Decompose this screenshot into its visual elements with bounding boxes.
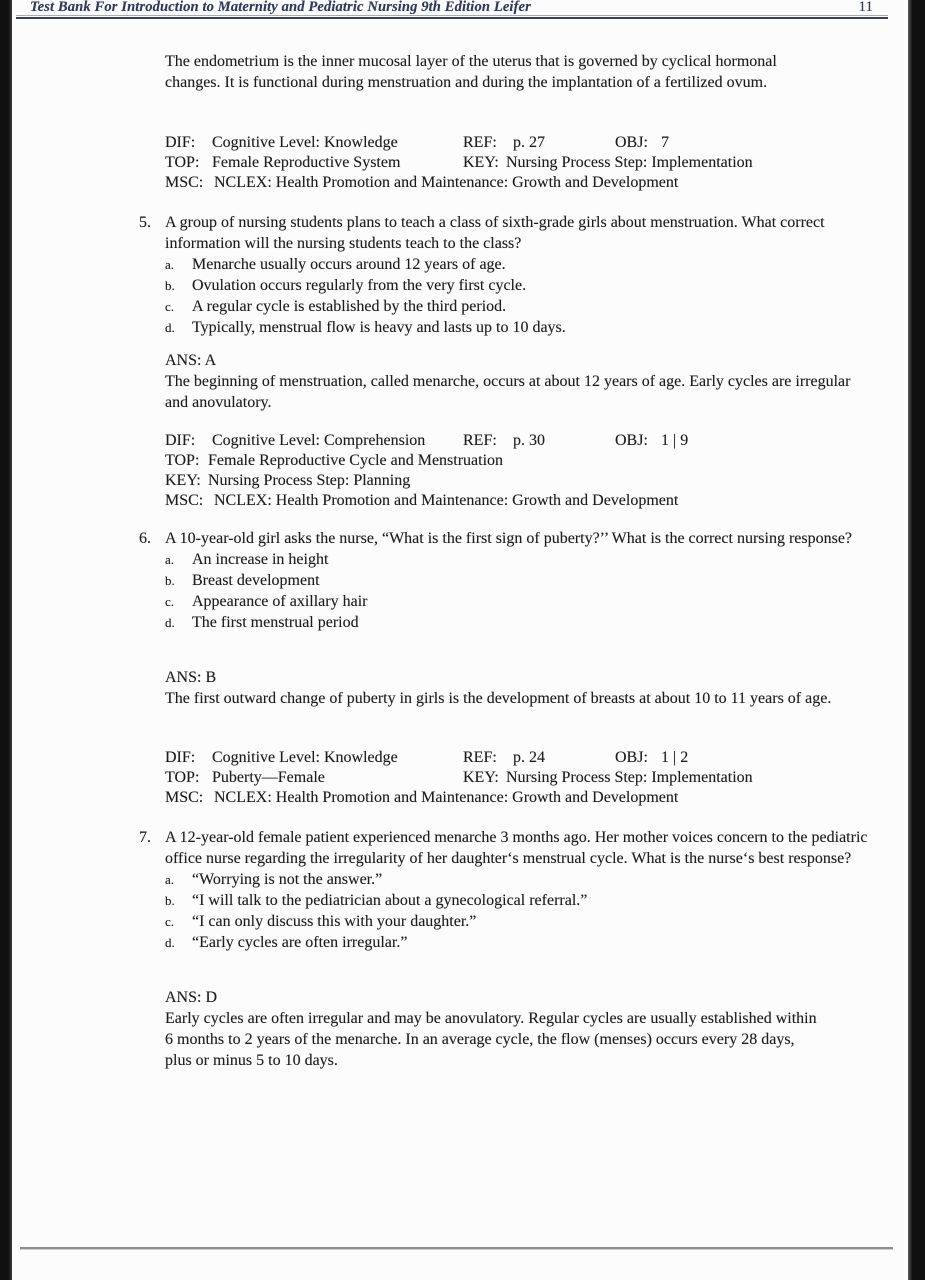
answer-rationale: Early cycles are often irregular and may be anovulatory. Regular cycles are usually established within 6 months to 2 years of the menarche. In an average cycle, the flow (menses) occurs every 28 days, plus or minus 5 to 10 days. [165, 1010, 817, 1069]
options-list [165, 869, 884, 953]
option-d [165, 612, 879, 633]
meta-row [165, 173, 905, 193]
meta-row [165, 768, 905, 788]
question-number: 7. [139, 829, 151, 846]
meta-block-q6 [165, 748, 905, 808]
question-number: 5. [139, 214, 151, 231]
answer-rationale: The beginning of menstruation, called menarche, occurs at about 12 years of age. Early cycles are irregular and anovulatory. [165, 373, 851, 411]
option-letter: d. [165, 320, 175, 335]
option-d [165, 317, 879, 338]
option-c [165, 591, 879, 612]
option-a [165, 549, 879, 570]
option-letter: b. [165, 893, 175, 908]
meta-row [165, 153, 905, 173]
key-value: Nursing Process Step: Implementation [506, 154, 753, 171]
ref-value: p. 30 [513, 432, 545, 449]
ref-label: REF: [463, 749, 497, 766]
option-a [165, 254, 879, 275]
scan-edge-left [0, 0, 12, 1280]
meta-block-q4 [165, 133, 905, 193]
option-b [165, 275, 879, 296]
dif-label: DIF: [165, 749, 196, 766]
msc-label: MSC: [165, 492, 204, 509]
option-letter: a. [165, 872, 175, 887]
option-letter: d. [165, 615, 175, 630]
meta-row [165, 471, 905, 491]
options-list [165, 254, 879, 338]
dif-label: DIF: [165, 432, 196, 449]
key-label: KEY: [463, 769, 499, 786]
key-value: Nursing Process Step: Planning [208, 472, 411, 489]
page-number: 11 [858, 0, 873, 15]
options-list [165, 549, 879, 633]
meta-row [165, 788, 905, 808]
meta-block-q5 [165, 431, 905, 511]
ref-value: p. 24 [513, 749, 545, 766]
option-d [165, 932, 884, 953]
option-text: “I will talk to the pediatrician about a gynecological referral.” [192, 892, 588, 909]
option-text: Ovulation occurs regularly from the very first cycle. [192, 277, 527, 294]
meta-row [165, 451, 905, 471]
option-text: Breast development [192, 572, 320, 589]
option-text: An increase in height [192, 551, 329, 568]
msc-value: NCLEX: Health Promotion and Maintenance: Growth and Development [214, 174, 679, 191]
option-text: Typically, menstrual flow is heavy and lasts up to 10 days. [192, 319, 566, 336]
msc-value: NCLEX: Health Promotion and Maintenance: Growth and Development [214, 492, 679, 509]
top-value: Puberty—Female [212, 769, 325, 786]
answer-rationale: The first outward change of puberty in girls is the development of breasts at about 10 to 11 years of age. [165, 690, 832, 707]
option-letter: c. [165, 299, 175, 314]
option-letter: c. [165, 914, 175, 929]
dif-value: Cognitive Level: Comprehension [212, 432, 426, 449]
ref-label: REF: [463, 134, 497, 151]
question-stem: A 12-year-old female patient experienced menarche 3 months ago. Her mother voices concern to the pediatric office nurse regarding the irregularity of her daughter‘s menstrual cycle. What is the nurse‘s best response? [165, 829, 868, 867]
header-rule [16, 15, 888, 19]
option-letter: d. [165, 935, 175, 950]
option-b [165, 890, 884, 911]
option-letter: a. [165, 552, 175, 567]
page-header [30, 0, 873, 16]
top-label: TOP: [165, 769, 200, 786]
top-label: TOP: [165, 154, 200, 171]
key-label: KEY: [463, 154, 499, 171]
msc-label: MSC: [165, 789, 204, 806]
option-text: The first menstrual period [192, 614, 359, 631]
question-6 [139, 528, 879, 633]
meta-row [165, 491, 905, 511]
meta-row [165, 748, 905, 768]
option-letter: c. [165, 594, 175, 609]
obj-value: 7 [661, 134, 669, 151]
document-title: Test Bank For Introduction to Maternity and Pediatric Nursing 9th Edition Leifer [30, 0, 531, 15]
option-text: “Early cycles are often irregular.” [192, 934, 408, 951]
option-letter: b. [165, 278, 175, 293]
option-c [165, 296, 879, 317]
meta-row [165, 431, 905, 451]
answer-label: ANS: D [165, 989, 218, 1006]
scan-edge-right [908, 0, 925, 1280]
obj-value: 1 | 2 [661, 749, 689, 766]
option-a [165, 869, 884, 890]
msc-value: NCLEX: Health Promotion and Maintenance: Growth and Development [214, 789, 679, 806]
answer-block-7 [165, 987, 820, 1071]
option-b [165, 570, 879, 591]
answer-block-6 [165, 667, 831, 709]
carryover-rationale: The endometrium is the inner mucosal layer of the uterus that is governed by cyclical hormonal changes. It is functional during menstruation and during the implantation of a fertilized ovum. [165, 53, 777, 91]
question-number: 6. [139, 530, 151, 547]
key-label: KEY: [165, 472, 201, 489]
meta-row [165, 133, 905, 153]
option-text: A regular cycle is established by the third period. [192, 298, 507, 315]
ref-label: REF: [463, 432, 497, 449]
dif-label: DIF: [165, 134, 196, 151]
option-text: “I can only discuss this with your daughter.” [192, 913, 477, 930]
option-text: Appearance of axillary hair [192, 593, 368, 610]
answer-label: ANS: A [165, 352, 217, 369]
dif-value: Cognitive Level: Knowledge [212, 134, 398, 151]
answer-block-5 [165, 350, 871, 413]
obj-label: OBJ: [615, 749, 648, 766]
msc-label: MSC: [165, 174, 204, 191]
footer-rule [20, 1247, 893, 1250]
answer-label: ANS: B [165, 669, 217, 686]
option-letter: a. [165, 257, 175, 272]
key-value: Nursing Process Step: Implementation [506, 769, 753, 786]
top-label: TOP: [165, 452, 200, 469]
ref-value: p. 27 [513, 134, 545, 151]
option-text: Menarche usually occurs around 12 years of age. [192, 256, 506, 273]
option-c [165, 911, 884, 932]
option-letter: b. [165, 573, 175, 588]
question-stem: A 10-year-old girl asks the nurse, “What is the first sign of puberty?’’ What is the correct nursing response? [165, 530, 853, 547]
obj-label: OBJ: [615, 432, 648, 449]
question-7 [139, 827, 884, 953]
question-stem: A group of nursing students plans to teach a class of sixth-grade girls about menstruation. What correct information will the nursing students teach to the class? [165, 214, 825, 252]
obj-label: OBJ: [615, 134, 648, 151]
top-value: Female Reproductive Cycle and Menstruation [208, 452, 504, 469]
option-text: “Worrying is not the answer.” [192, 871, 383, 888]
question-5 [139, 212, 879, 338]
obj-value: 1 | 9 [661, 432, 689, 449]
top-value: Female Reproductive System [212, 154, 401, 171]
dif-value: Cognitive Level: Knowledge [212, 749, 398, 766]
